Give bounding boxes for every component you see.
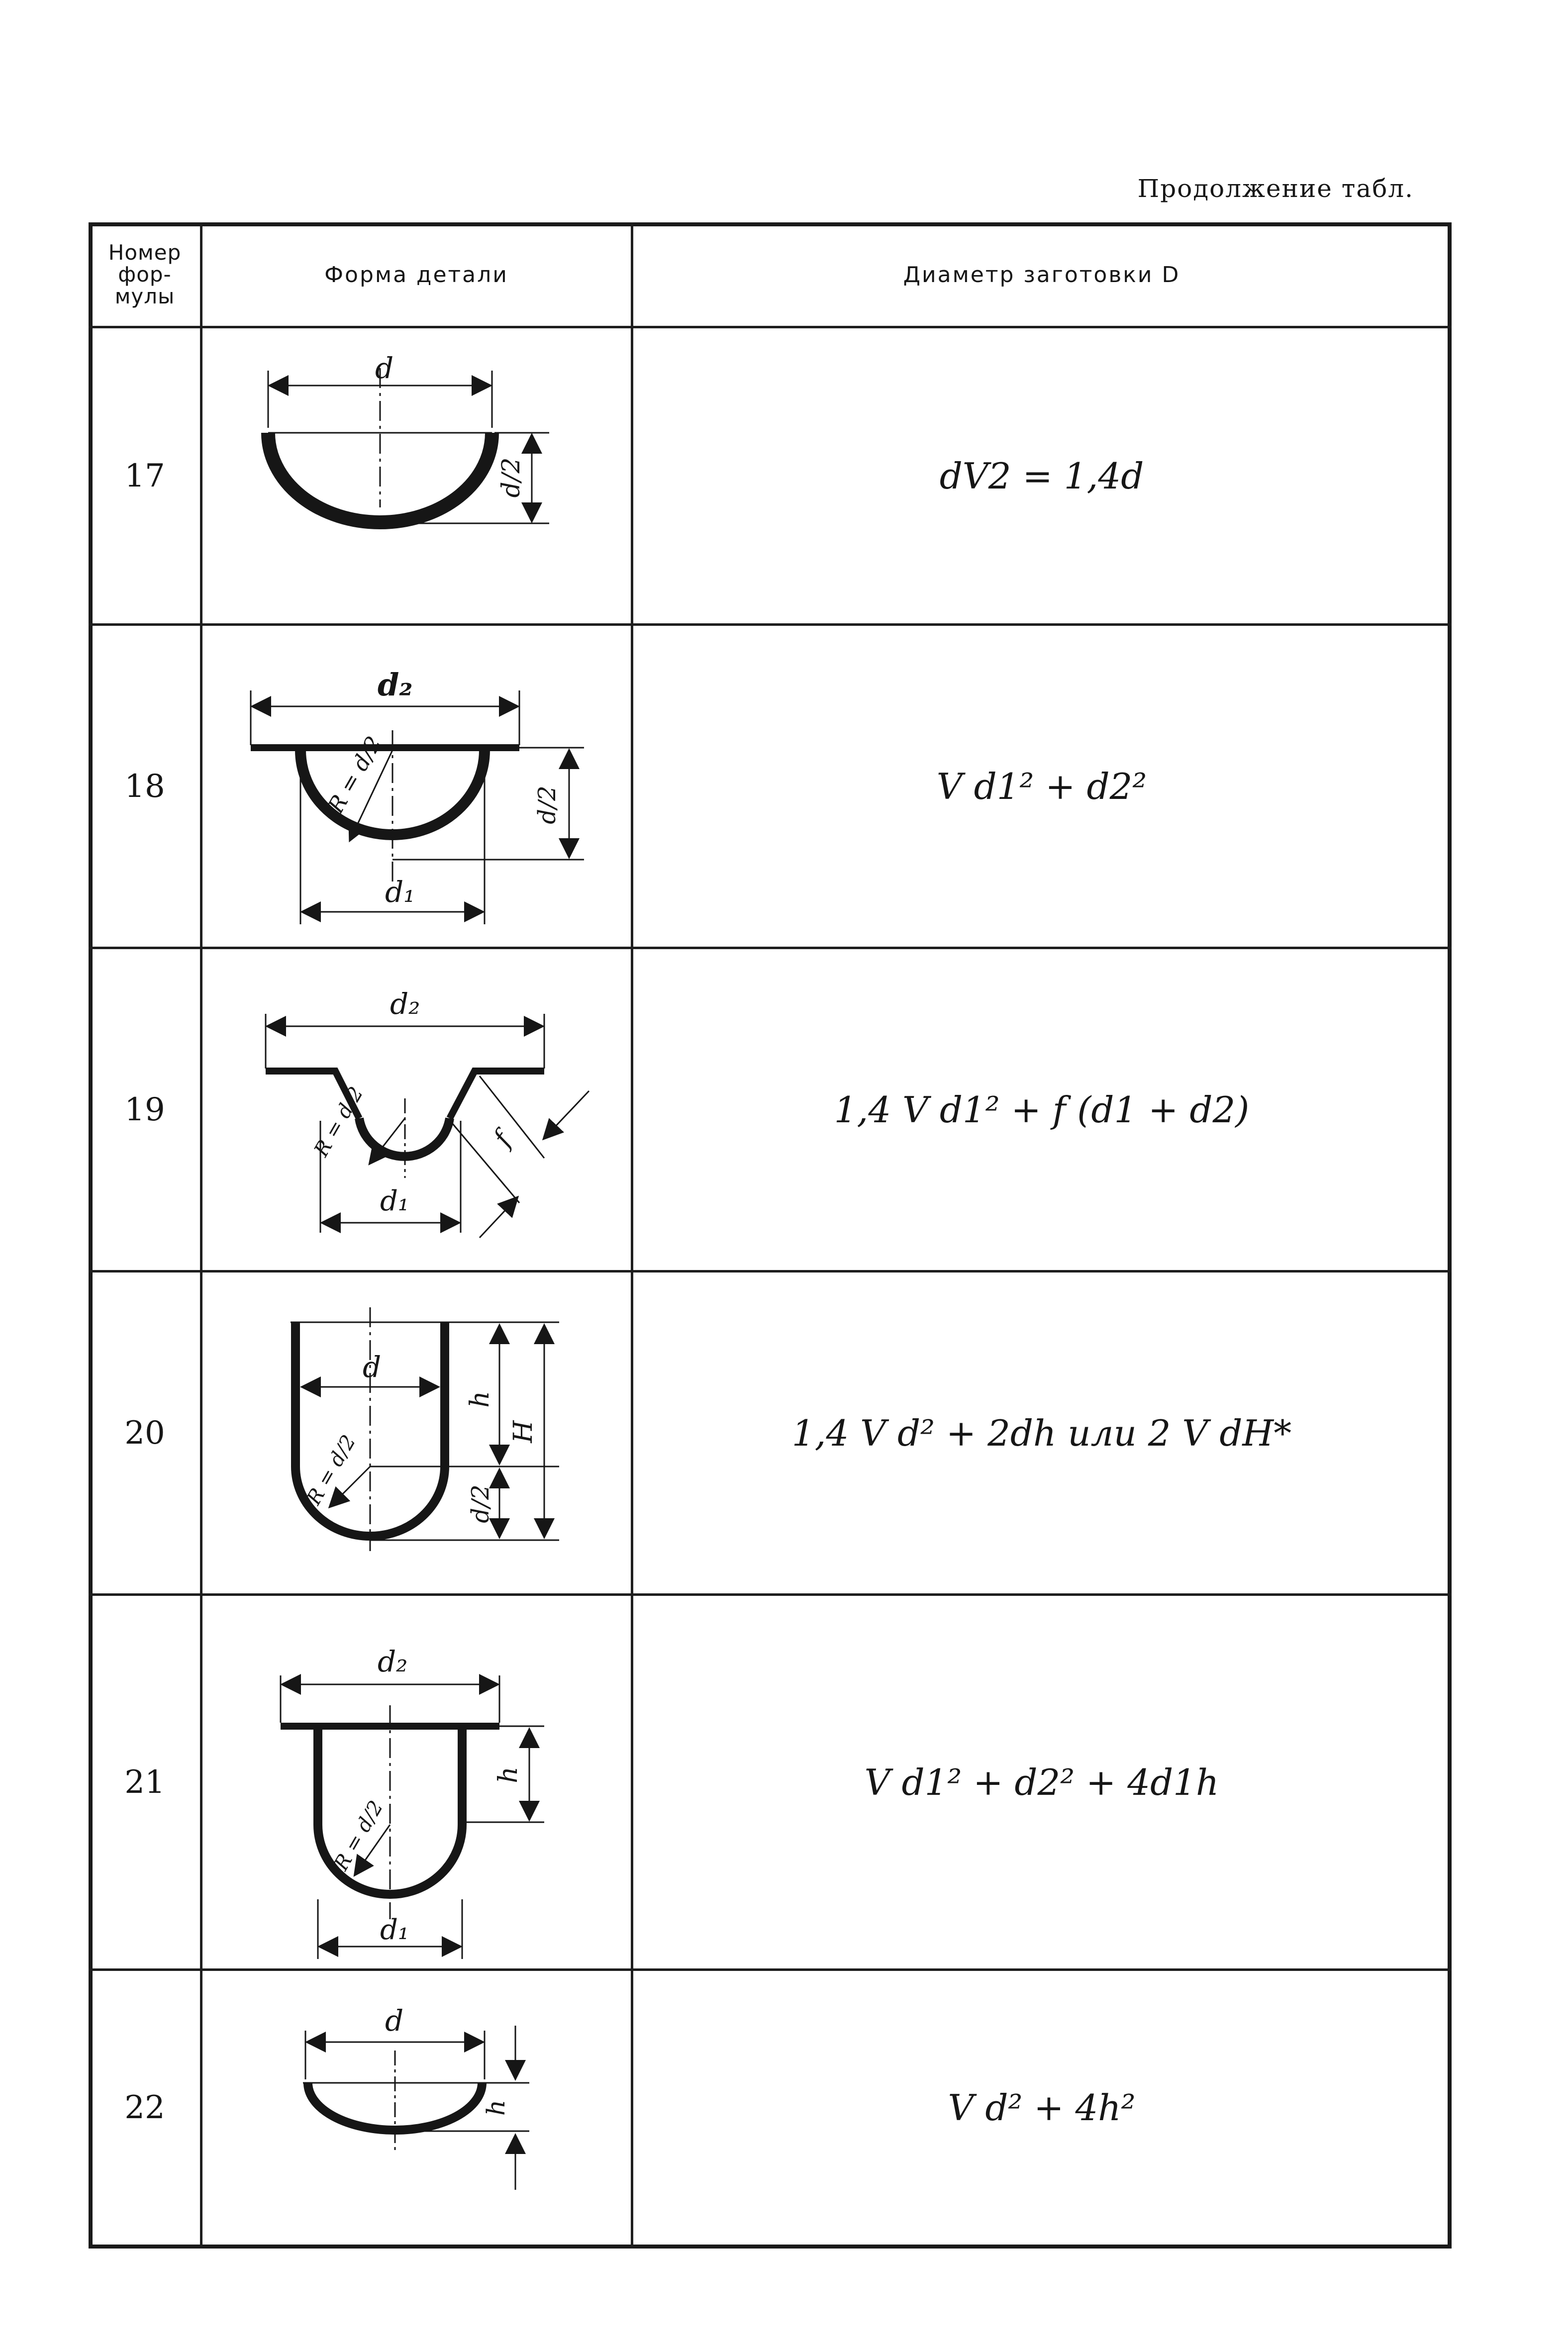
header-part-shape: Форма детали <box>324 262 508 288</box>
part-shape-cell <box>201 1596 632 1968</box>
part-shape-cell <box>201 328 632 623</box>
dimension-label-d: d <box>375 351 394 385</box>
dimension-label-h: h <box>465 1391 495 1408</box>
header-number-line-3: мулы <box>114 284 175 309</box>
part-shape-cell <box>201 1971 632 2245</box>
blank-diameter-formula: 1,4 V d1² + f (d1 + d2) <box>834 1088 1250 1131</box>
header-number-line-1: Номер <box>108 240 182 265</box>
flanged-hemisphere-drawing <box>201 626 632 947</box>
table-row <box>89 1272 1452 1593</box>
formula-number: 20 <box>124 1414 165 1452</box>
blank-diameter-formula: 1,4 V d² + 2dh или 2 V dH* <box>791 1412 1292 1454</box>
blank-diameter-formula: V d1² + d2² + 4d1h <box>864 1761 1219 1803</box>
dimension-label-d1: d₁ <box>380 1185 409 1217</box>
dimension-label-h: h <box>482 2099 510 2116</box>
dimension-label-H: H <box>508 1420 538 1443</box>
dimension-label-f: f <box>488 1127 518 1152</box>
part-shape-cell <box>201 626 632 947</box>
table-row <box>89 1596 1452 1968</box>
dimension-label-half-d: d/2 <box>533 785 561 824</box>
header-number-line-2: фор- <box>118 262 172 287</box>
formula-number: 19 <box>124 1091 165 1128</box>
radius-label: R = d/2 <box>323 732 388 818</box>
table-row <box>89 328 1452 623</box>
table-row <box>89 949 1452 1270</box>
table-continuation-caption: Продолжение табл. <box>1137 174 1414 203</box>
conical-flange-hemisphere-drawing <box>201 949 632 1270</box>
formula-number: 18 <box>124 768 165 805</box>
blank-diameter-table <box>89 222 1452 2249</box>
blank-diameter-formula: V d² + 4h² <box>948 2087 1136 2129</box>
radius-label: R = d/2 <box>302 1431 361 1509</box>
flanged-cylinder-hemisphere-drawing <box>201 1596 632 1968</box>
dimension-label-d1: d₁ <box>380 1914 409 1946</box>
blank-diameter-formula: dV2 = 1,4d <box>939 455 1144 497</box>
spherical-segment-drawing <box>201 1971 632 2245</box>
header-formula-number <box>89 222 201 327</box>
header-blank-diameter: Диаметр заготовки D <box>903 262 1180 288</box>
dimension-label-d: d <box>363 1350 382 1384</box>
cylinder-hemispherical-bottom-drawing <box>201 1272 632 1593</box>
part-shape-cell <box>201 949 632 1270</box>
dimension-label-h: h <box>493 1766 523 1783</box>
dimension-label-d2: d₂ <box>390 987 420 1021</box>
table-row <box>89 626 1452 947</box>
dimension-label-half-d: d/2 <box>496 457 525 498</box>
dimension-label-d1: d₁ <box>385 875 415 909</box>
radius-label: R = d/2 <box>329 1796 388 1874</box>
part-shape-cell <box>201 1272 632 1593</box>
dimension-label-d2: d₂ <box>378 1645 408 1678</box>
formula-number: 22 <box>124 2089 165 2126</box>
radius-label: R = d/2 <box>309 1082 368 1161</box>
dimension-label-d: d <box>385 2004 404 2038</box>
formula-number: 17 <box>124 457 165 494</box>
hemisphere-drawing <box>201 328 632 623</box>
dimension-label-half-d: d/2 <box>467 1484 494 1523</box>
blank-diameter-formula: V d1² + d2² <box>936 765 1147 807</box>
formula-number: 21 <box>124 1763 165 1801</box>
table-row <box>89 1971 1452 2245</box>
dimension-label-d2: d₂ <box>378 667 413 703</box>
